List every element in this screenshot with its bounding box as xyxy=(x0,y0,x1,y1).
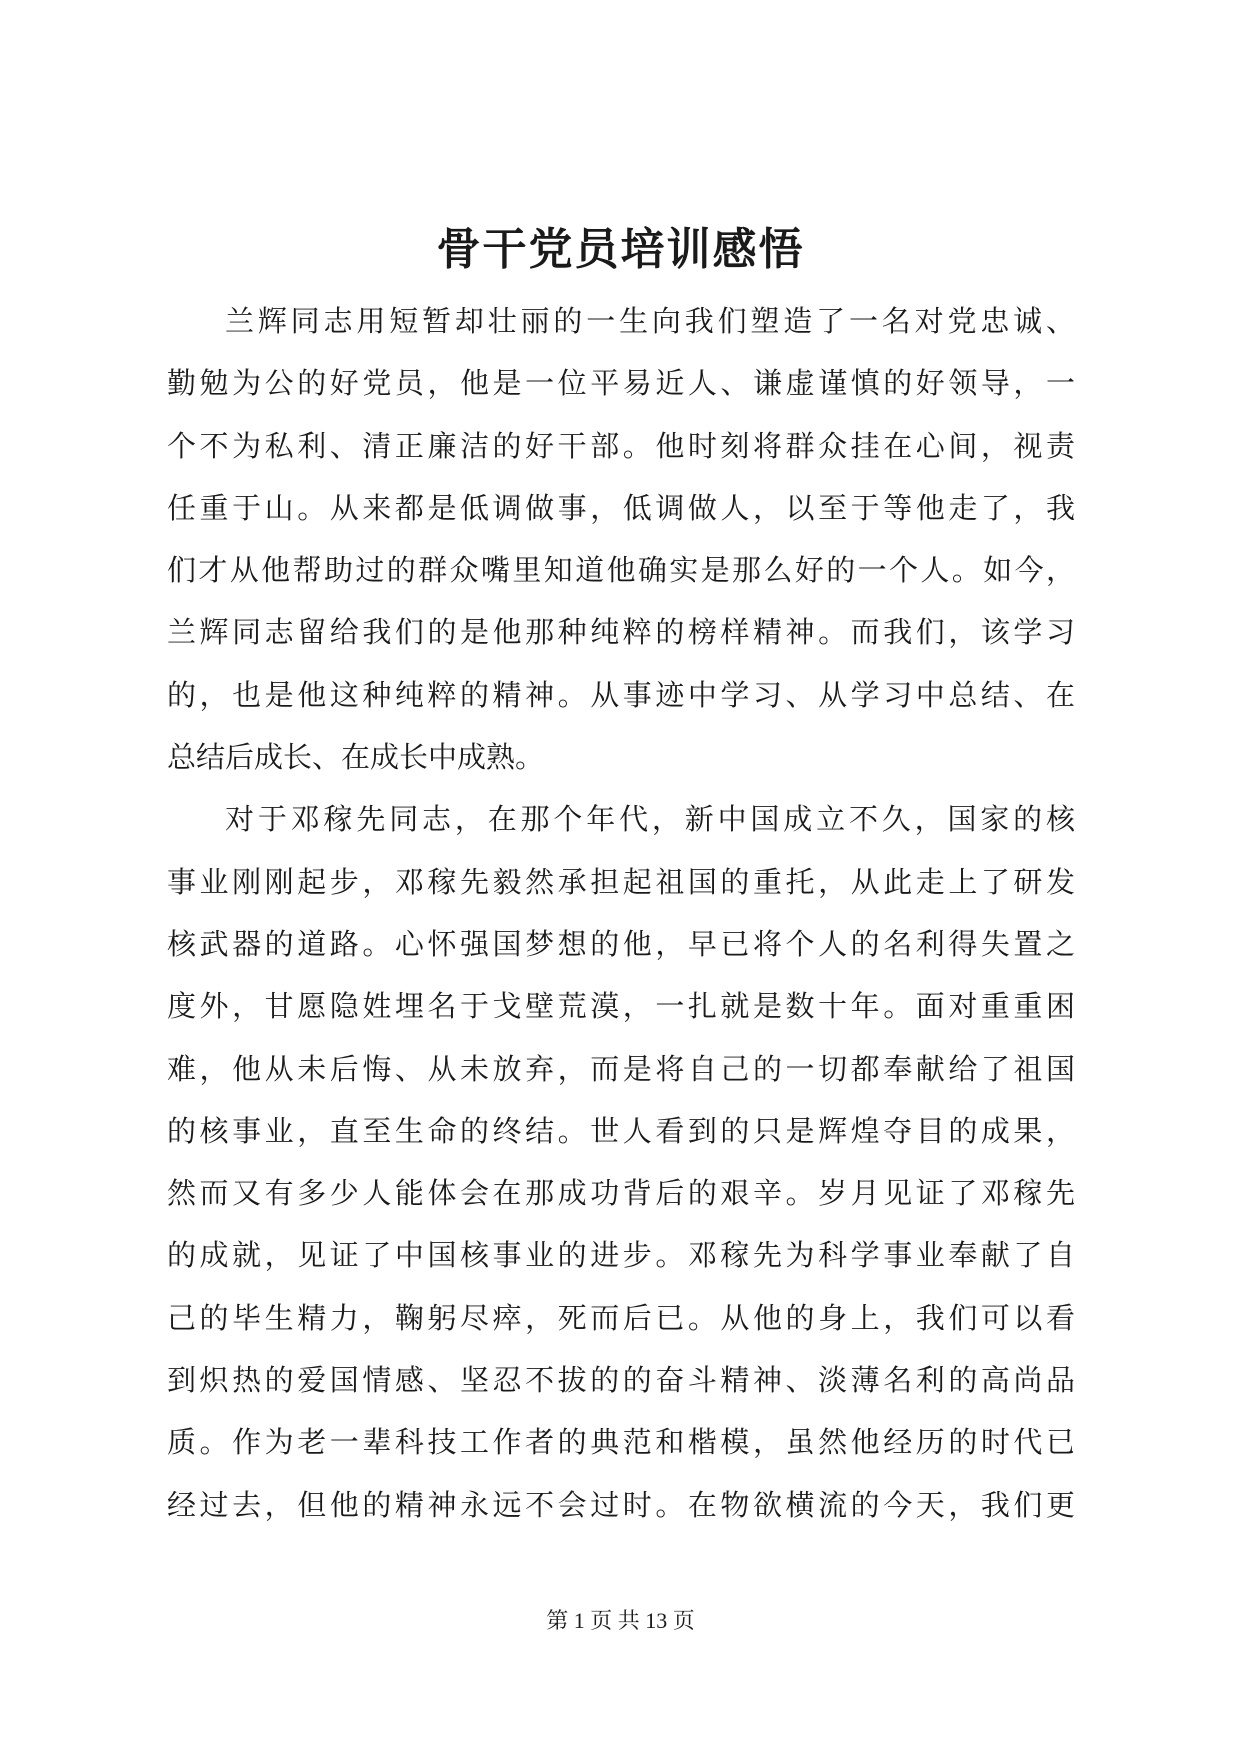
document-title: 骨干党员培训感悟 xyxy=(436,224,805,275)
paragraph-line: 们才从他帮助过的群众嘴里知道他确实是那么好的一个人。如今， xyxy=(167,553,1075,588)
paragraph-1 xyxy=(167,290,1075,788)
paragraph-line: 核武器的道路。心怀强国梦想的他，早已将个人的名利得失置之 xyxy=(167,926,1075,961)
paragraph-line: 个不为私利、清正廉洁的好干部。他时刻将群众挂在心间，视责 xyxy=(167,428,1075,463)
paragraph-line: 总结后成长、在成长中成熟。 xyxy=(167,740,545,775)
paragraph-line: 兰辉同志留给我们的是他那种纯粹的榜样精神。而我们，该学习 xyxy=(167,615,1075,650)
page-footer: 第 1 页 共 13 页 xyxy=(546,1608,695,1633)
document-body xyxy=(167,290,1075,1536)
paragraph-line: 己的毕生精力，鞠躬尽瘁，死而后已。从他的身上，我们可以看 xyxy=(167,1300,1075,1335)
paragraph-line: 对于邓稼先同志，在那个年代，新中国成立不久，国家的核 xyxy=(225,802,1075,837)
paragraph-line: 经过去，但他的精神永远不会过时。在物欲横流的今天，我们更 xyxy=(167,1487,1075,1522)
paragraph-line: 难，他从未后悔、从未放弃，而是将自己的一切都奉献给了祖国 xyxy=(167,1051,1075,1086)
paragraph-line: 到炽热的爱国情感、坚忍不拔的的奋斗精神、淡薄名利的高尚品 xyxy=(167,1363,1075,1398)
paragraph-line: 兰辉同志用短暂却壮丽的一生向我们塑造了一名对党忠诚、 xyxy=(225,304,1075,338)
paragraph-2 xyxy=(167,788,1075,1536)
paragraph-line: 的成就，见证了中国核事业的进步。邓稼先为科学事业奉献了自 xyxy=(167,1238,1075,1273)
paragraph-line: 事业刚刚起步，邓稼先毅然承担起祖国的重托，从此走上了研发 xyxy=(167,864,1075,899)
paragraph-line: 质。作为老一辈科技工作者的典范和楷模，虽然他经历的时代已 xyxy=(167,1425,1075,1460)
paragraph-line: 任重于山。从来都是低调做事，低调做人，以至于等他走了，我 xyxy=(167,490,1075,525)
paragraph-line: 勤勉为公的好党员，他是一位平易近人、谦虚谨慎的好领导，一 xyxy=(167,366,1075,401)
paragraph-line: 的核事业，直至生命的终结。世人看到的只是辉煌夺目的成果， xyxy=(167,1113,1075,1148)
paragraph-line: 然而又有多少人能体会在那成功背后的艰辛。岁月见证了邓稼先 xyxy=(167,1176,1075,1211)
paragraph-line: 度外，甘愿隐姓埋名于戈壁荒漠，一扎就是数十年。面对重重困 xyxy=(167,989,1075,1024)
paragraph-line: 的，也是他这种纯粹的精神。从事迹中学习、从学习中总结、在 xyxy=(167,677,1075,712)
